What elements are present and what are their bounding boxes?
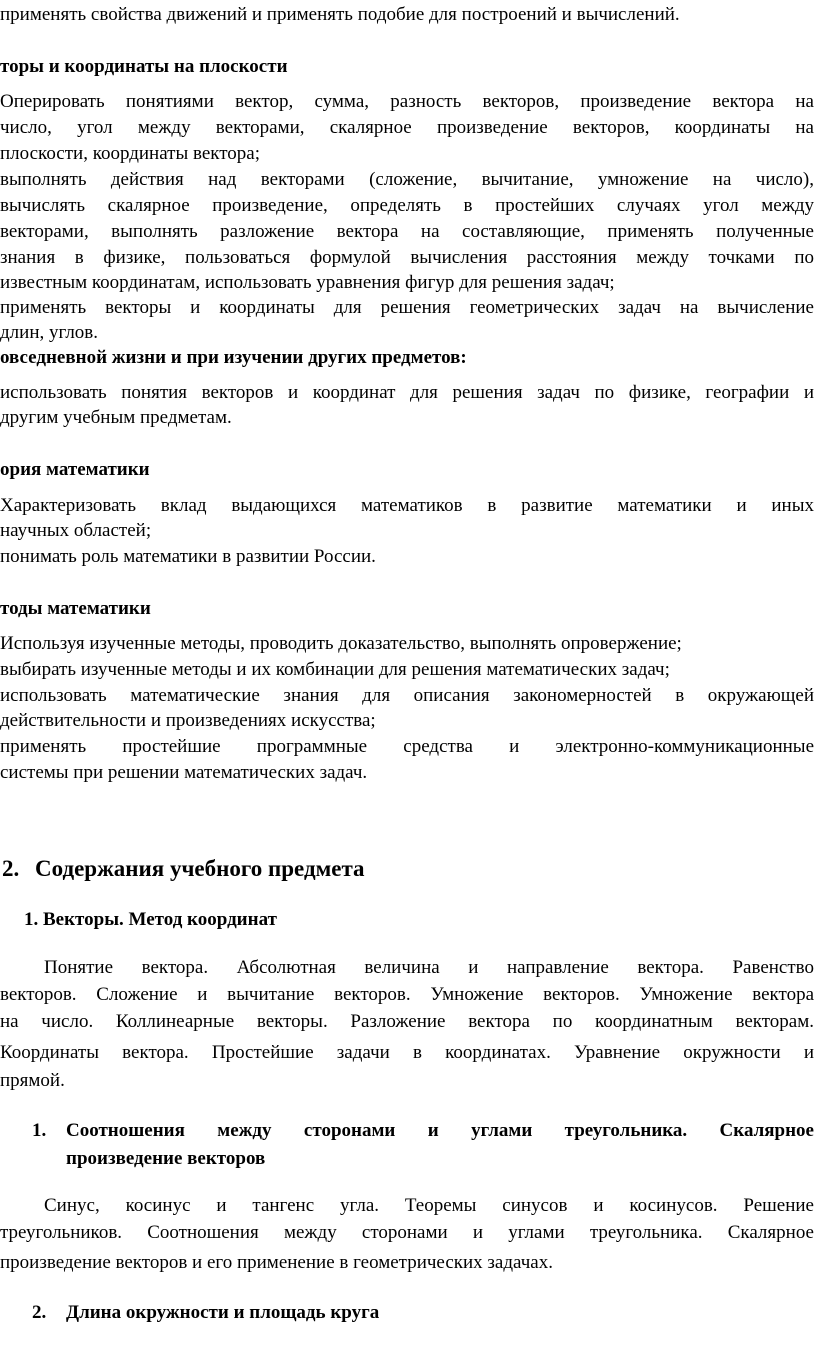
list-item-line: научных областей;	[0, 520, 152, 541]
subsection-heading-vectors	[24, 907, 277, 933]
list-item-line: использовать понятия векторов и координат для решения задач по физике, географии и	[0, 382, 814, 403]
section-heading-daily: овседневной жизни и при изучении других предметов:	[0, 347, 467, 368]
paragraph-line: треугольников. Соотношения между сторонами и углами треугольника. Скалярное	[0, 1222, 814, 1243]
list-item-line: число, угол между векторами, скалярное произведение векторов, координаты на	[0, 117, 814, 138]
list-item-line: плоскости, координаты вектора;	[0, 143, 261, 164]
text-line: применять свойства движений и применять подобие для построений и вычислений.	[0, 4, 680, 25]
subsection-title: Длина окружности и площадь круга	[66, 1302, 380, 1323]
paragraph-line: произведение векторов и его применение в геометрических задачах.	[0, 1252, 553, 1273]
paragraph-line: Синус, косинус и тангенс угла. Теоремы синусов и косинусов. Решение	[44, 1195, 814, 1216]
list-item-line: системы при решении математических задач.	[0, 762, 368, 783]
subsection-title-line: произведение векторов	[66, 1148, 266, 1169]
section-heading-history: ория математики	[0, 459, 150, 480]
subsection-title: Векторы. Метод координат	[43, 909, 277, 930]
list-item-line: Характеризовать вклад выдающихся математиков в развитие математики и иных	[0, 495, 814, 516]
list-item-line: понимать роль математики в развитии России.	[0, 546, 376, 567]
list-item-line: длин, углов.	[0, 322, 99, 343]
paragraph-line: векторов. Сложение и вычитание векторов. Умножение векторов. Умножение вектора	[0, 984, 814, 1005]
paragraph-line: на число. Коллинеарные векторы. Разложение вектора по координатным векторам.	[0, 1011, 814, 1032]
subsection-title-line: Соотношения между сторонами и углами треугольника. Скалярное	[66, 1120, 814, 1141]
content-title-text: Содержания учебного предмета	[35, 856, 365, 881]
list-item-line: выбирать изученные методы и их комбинации для решения математических задач;	[0, 659, 670, 680]
list-item-line: знания в физике, пользоваться формулой вычисления расстояния между точками по	[0, 247, 814, 268]
list-item-line: использовать математические знания для описания закономерностей в окружающей	[0, 685, 814, 706]
list-item-line: Оперировать понятиями вектор, сумма, разность векторов, произведение вектора на	[0, 91, 814, 112]
paragraph-line: Понятие вектора. Абсолютная величина и направление вектора. Равенство	[44, 957, 814, 978]
paragraph-line: Координаты вектора. Простейшие задачи в координатах. Уравнение окружности и	[0, 1042, 814, 1063]
content-title-number: 2.	[2, 856, 20, 881]
list-item-line: применять векторы и координаты для решения геометрических задач на вычисление	[0, 297, 814, 318]
list-item-line: действительности и произведениях искусства;	[0, 710, 376, 731]
paragraph-line: прямой.	[0, 1070, 65, 1091]
list-item-line: другим учебным предметам.	[0, 407, 232, 428]
list-item-line: выполнять действия над векторами (сложение, вычитание, умножение на число),	[0, 169, 814, 190]
list-item-line: известным координатам, использовать уравнения фигур для решения задач;	[0, 272, 615, 293]
subsection-number: 1.	[24, 909, 39, 930]
section-heading-methods: тоды математики	[0, 598, 151, 619]
section-heading-vectors: торы и координаты на плоскости	[0, 56, 288, 77]
subsection-number: 2.	[32, 1302, 47, 1323]
list-item-line: векторами, выполнять разложение вектора на составляющие, применять полученные	[0, 221, 814, 242]
list-item-line: Используя изученные методы, проводить доказательство, выполнять опровержение;	[0, 633, 682, 654]
list-item-line: применять простейшие программные средства и электронно-коммуникационные	[0, 736, 814, 757]
subsection-number: 1.	[32, 1120, 47, 1141]
list-item-line: вычислять скалярное произведение, определять в простейших случаях угол между	[0, 195, 814, 216]
content-title	[2, 856, 365, 882]
